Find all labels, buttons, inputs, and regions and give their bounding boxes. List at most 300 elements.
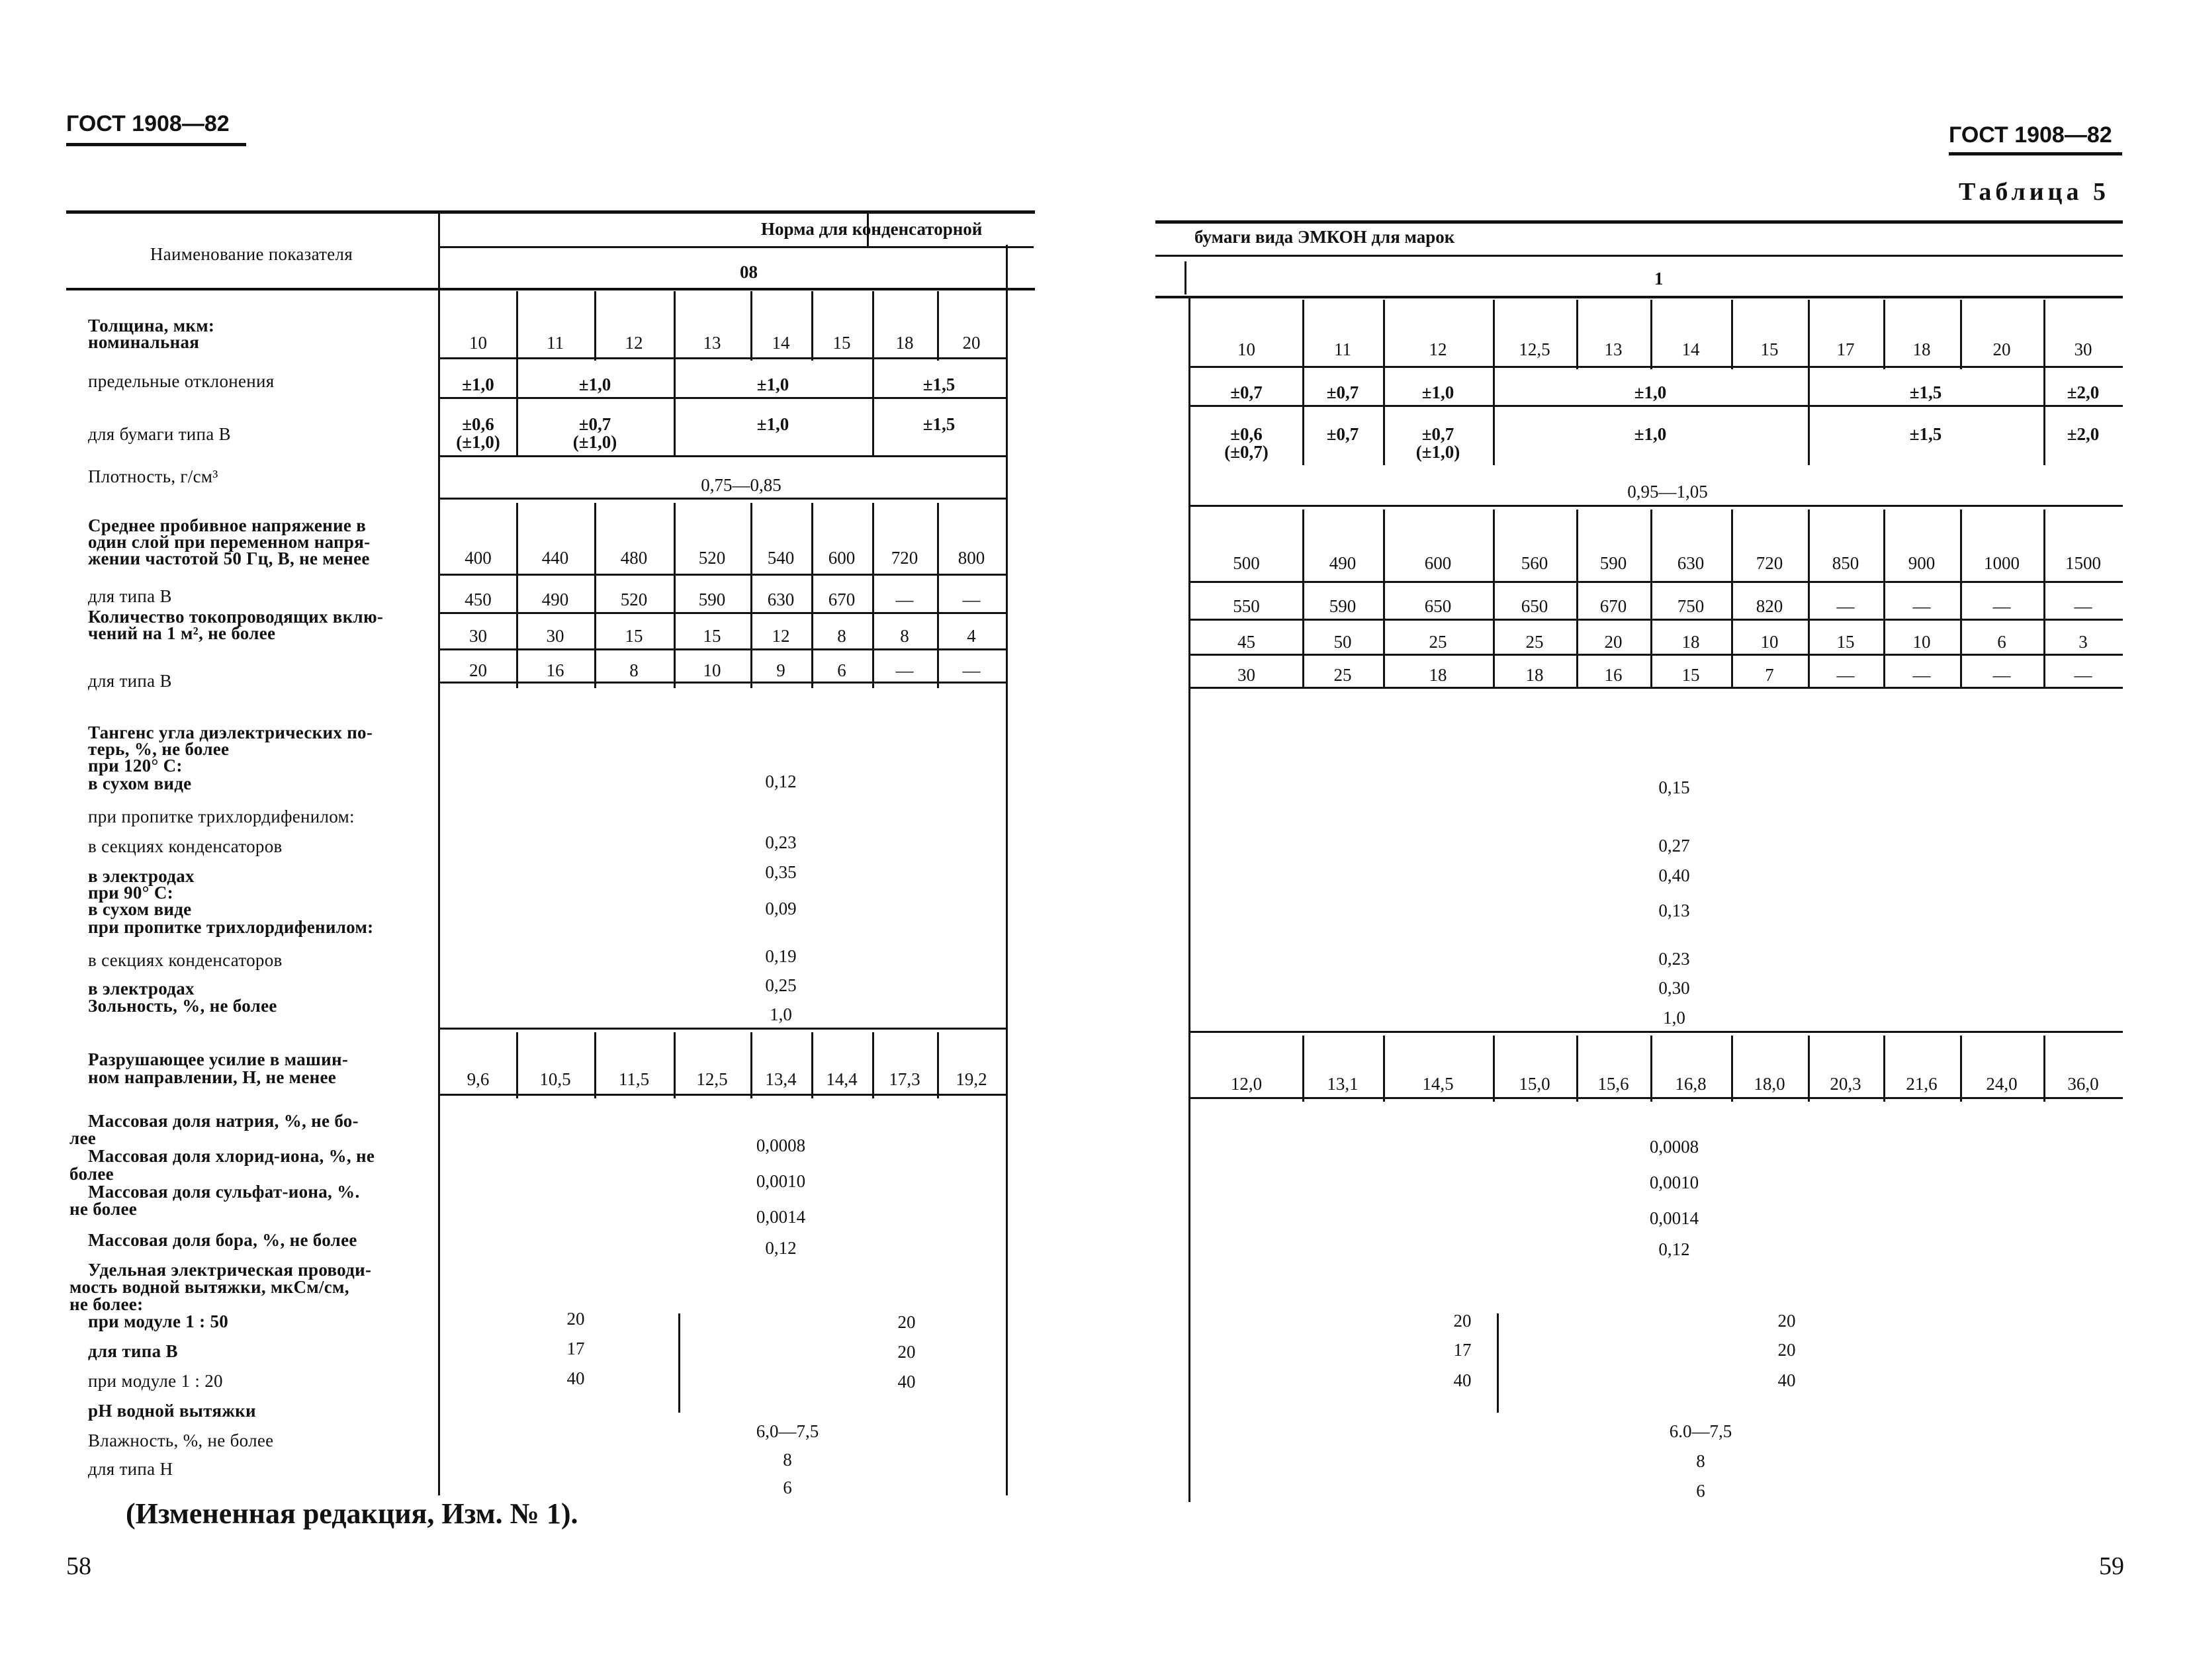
- thickness-cell: 30: [2074, 339, 2092, 359]
- deviation-b-cell: ±0,6: [462, 414, 494, 434]
- breakdown-cell: 400: [465, 548, 492, 568]
- breakdown-b-cell: 550: [1233, 596, 1260, 616]
- right-cond-b-2: 20: [1777, 1340, 1796, 1360]
- inclusions-b-cell: 30: [1237, 665, 1255, 685]
- inclusions-b-cell: 7: [1765, 665, 1774, 685]
- thickness-cell: 13: [1604, 339, 1623, 359]
- label-ash: Зольность, %, не более: [88, 996, 277, 1016]
- inclusions-b-cell: —: [895, 660, 914, 680]
- thickness-col-rule: [1808, 300, 1810, 369]
- deviation-cell: ±0,7: [1230, 382, 1263, 402]
- label-cond-1: Удельная электрическая проводи-: [88, 1260, 372, 1280]
- inclusions-b-rule: [1190, 687, 2123, 689]
- right-density: 0,95—1,05: [1627, 482, 1708, 502]
- deviation-b-cell: ±0,7: [1326, 424, 1359, 444]
- thickness-cell: 14: [1681, 339, 1700, 359]
- right-sulfate: 0,0014: [1649, 1208, 1699, 1228]
- thickness-rule: [440, 357, 1006, 359]
- right-header-underline: [1949, 152, 2122, 155]
- label-tan-7: в электродах: [88, 866, 195, 886]
- breakdown-col-rule: [1493, 509, 1495, 688]
- breakdown-cell: 800: [958, 548, 985, 568]
- thickness-col-rule: [872, 291, 874, 361]
- label-deviation: предельные отклонения: [88, 371, 275, 391]
- force-cell: 11,5: [618, 1069, 650, 1089]
- right-norm-subheader-rule: [1155, 255, 2123, 257]
- header-underline: [66, 143, 246, 146]
- right-cond-a-3: 40: [1453, 1370, 1472, 1390]
- thickness-cell: 12,5: [1519, 339, 1550, 359]
- inclusions-cell: 12: [772, 626, 790, 646]
- deviation-cell: ±1,5: [922, 375, 956, 394]
- left-cond-divider: [678, 1313, 680, 1413]
- force-col-rule: [872, 1032, 874, 1098]
- breakdown-b-cell: 490: [541, 590, 569, 609]
- inclusions-b-cell: 18: [1525, 665, 1544, 685]
- breakdown-cell: 1000: [1984, 553, 2020, 573]
- thickness-col-rule: [1960, 300, 1962, 369]
- label-tan-3: при 120° С:: [88, 756, 183, 775]
- thickness-cell: 13: [703, 333, 721, 353]
- inclusions-cell: 15: [1836, 632, 1855, 652]
- thickness-col-rule: [674, 291, 676, 361]
- right-tan-elec-90: 0,30: [1658, 978, 1690, 998]
- force-col-rule: [937, 1032, 939, 1098]
- inclusions-b-cell: 16: [1604, 665, 1623, 685]
- force-col-rule: [1493, 1036, 1495, 1102]
- force-rule: [440, 1094, 1006, 1096]
- thickness-cell: 11: [1334, 339, 1351, 359]
- breakdown-cell: 600: [1424, 553, 1452, 573]
- label-tan-4: в сухом виде: [88, 774, 192, 793]
- left-page-number: 58: [66, 1552, 91, 1580]
- inclusions-cell: 10: [1760, 632, 1779, 652]
- left-cond-b-2: 20: [897, 1342, 916, 1362]
- left-density: 0,75—0,85: [701, 475, 782, 495]
- right-page-number: 59: [2099, 1552, 2124, 1580]
- inclusions-b-cell: 8: [629, 660, 639, 680]
- label-type-b-2: для типа В: [88, 586, 172, 606]
- breakdown-cell: 720: [1756, 553, 1783, 573]
- label-breakdown-1: Среднее пробивное напряжение в: [88, 515, 367, 535]
- label-tan-1: Тангенс угла диэлектрических по-: [88, 723, 373, 742]
- right-ash: 1,0: [1663, 1008, 1685, 1028]
- breakdown-b-cell: —: [1836, 596, 1855, 616]
- thickness-cell: 15: [832, 333, 851, 353]
- inclusions-cell: 25: [1525, 632, 1544, 652]
- label-cond-6: при модуле 1 : 20: [88, 1371, 223, 1391]
- force-cell: 24,0: [1986, 1074, 2018, 1094]
- deviation-b-cell: ±1,5: [922, 414, 956, 434]
- breakdown-cell: 900: [1908, 553, 1936, 573]
- force-cell: 14,5: [1422, 1074, 1454, 1094]
- right-cond-divider: [1497, 1313, 1499, 1413]
- force-col-rule: [811, 1032, 813, 1098]
- right-ph: 6.0—7,5: [1669, 1421, 1732, 1441]
- thickness-col-rule: [1302, 300, 1304, 369]
- deviation-col-rule: [1493, 366, 1495, 465]
- col-header-norm: Норма для конденсаторной: [761, 219, 983, 239]
- breakdown-col-rule: [674, 503, 676, 688]
- thickness-cell: 11: [547, 333, 564, 353]
- right-tan-dry-90: 0,13: [1658, 901, 1690, 920]
- right-brand-label: 1: [1654, 269, 1664, 288]
- deviation-b-rule: [440, 455, 1006, 457]
- right-tan-sect-90: 0,23: [1658, 949, 1690, 969]
- breakdown-col-rule: [1808, 509, 1810, 688]
- label-inclusions-2: чений на 1 м², не более: [88, 623, 276, 643]
- deviation-b-cell: (±1,0): [572, 432, 617, 452]
- thickness-cell: 12: [625, 333, 643, 353]
- left-cond-a-3: 40: [566, 1368, 585, 1388]
- force-cell: 12,5: [696, 1069, 728, 1089]
- breakdown-b-cell: 820: [1756, 596, 1783, 616]
- force-cell: 21,6: [1906, 1074, 1938, 1094]
- right-sodium: 0,0008: [1649, 1137, 1699, 1157]
- inclusions-cell: 15: [703, 626, 721, 646]
- breakdown-b-cell: 650: [1424, 596, 1452, 616]
- inclusions-cell: 30: [469, 626, 487, 646]
- force-cell: 17,3: [889, 1069, 920, 1089]
- breakdown-cell: 850: [1832, 553, 1859, 573]
- inclusions-b-cell: —: [1836, 665, 1855, 685]
- force-col-rule: [750, 1032, 752, 1098]
- left-boron: 0,12: [765, 1238, 797, 1258]
- force-cell: 10,5: [539, 1069, 571, 1089]
- deviation-b-cell: ±1,0: [1634, 424, 1667, 444]
- deviation-cell: ±1,0: [756, 375, 789, 394]
- deviation-col-rule: [1302, 366, 1304, 465]
- right-table-left-border: [1188, 298, 1190, 1502]
- breakdown-b-rule: [440, 612, 1006, 614]
- force-cell: 20,3: [1830, 1074, 1861, 1094]
- ash-rule: [440, 1028, 1006, 1030]
- right-header-bottom-rule: [1155, 296, 2123, 298]
- force-cell: 19,2: [956, 1069, 987, 1089]
- inclusions-cell: 8: [900, 626, 909, 646]
- inclusions-cell: 50: [1333, 632, 1352, 652]
- inclusions-cell: 45: [1237, 632, 1255, 652]
- force-cell: 13,4: [765, 1069, 797, 1089]
- left-cond-b-3: 40: [897, 1372, 916, 1392]
- breakdown-b-cell: 520: [620, 590, 648, 609]
- label-column-divider: [438, 212, 440, 1495]
- breakdown-b-cell: 590: [1329, 596, 1357, 616]
- table-title: Таблица 5: [1959, 178, 2110, 206]
- label-tan-12: в электродах: [88, 979, 195, 998]
- label-type-b-3: для типа В: [88, 671, 172, 691]
- left-tan-elec-120: 0,35: [765, 862, 797, 882]
- right-page-header: ГОСТ 1908—82: [1949, 122, 2112, 148]
- table-top-rule: [66, 210, 1035, 214]
- right-moisture-n: 6: [1696, 1481, 1705, 1501]
- deviation-b-cell: ±0,7: [1421, 424, 1454, 444]
- thickness-col-rule: [1383, 300, 1385, 369]
- inclusions-cell: 6: [1997, 632, 2006, 652]
- label-cond-3: не более:: [69, 1294, 144, 1314]
- right-cond-a-1: 20: [1453, 1311, 1472, 1331]
- right-ash-rule: [1190, 1031, 2123, 1033]
- breakdown-col-rule: [872, 503, 874, 688]
- breakdown-col-rule: [1302, 509, 1304, 688]
- thickness-col-rule: [1650, 300, 1652, 369]
- deviation-col-rule: [2043, 366, 2045, 465]
- label-tan-2: терь, %, не более: [88, 739, 230, 759]
- breakdown-cell: 630: [1677, 553, 1705, 573]
- label-cond-4: при модуле 1 : 50: [88, 1311, 229, 1331]
- breakdown-col-rule: [516, 503, 518, 688]
- left-tan-elec-90: 0,25: [765, 975, 797, 995]
- left-sodium: 0,0008: [756, 1135, 806, 1155]
- breakdown-col-rule: [1650, 509, 1652, 688]
- inclusions-b-cell: —: [1912, 665, 1931, 685]
- breakdown-b-cell: 650: [1521, 596, 1548, 616]
- right-moisture: 8: [1696, 1451, 1705, 1471]
- label-breakdown-2: один слой при переменном напря-: [88, 532, 371, 552]
- density-rule: [440, 498, 1006, 500]
- inclusions-b-cell: —: [2074, 665, 2092, 685]
- deviation-b-cell: ±1,0: [756, 414, 789, 434]
- label-tan-6: в секциях конденсаторов: [88, 836, 283, 856]
- label-type-n: для типа Н: [88, 1459, 173, 1479]
- inclusions-cell: 4: [967, 626, 976, 646]
- deviation-b-cell: ±2,0: [2067, 424, 2100, 444]
- breakdown-b-cell: —: [962, 590, 981, 609]
- brand-label: 08: [740, 262, 758, 282]
- force-col-rule: [516, 1032, 518, 1098]
- force-cell: 16,8: [1675, 1074, 1707, 1094]
- breakdown-b-cell: 450: [465, 590, 492, 609]
- force-col-rule: [1960, 1036, 1962, 1102]
- breakdown-cell: 500: [1233, 553, 1260, 573]
- label-thickness: Толщина, мкм:: [88, 316, 215, 335]
- left-sulfate: 0,0014: [756, 1207, 806, 1227]
- force-cell: 36,0: [2067, 1074, 2099, 1094]
- right-table-top-rule: [1155, 220, 2123, 224]
- inclusions-b-cell: 15: [1681, 665, 1700, 685]
- force-cell: 15,6: [1597, 1074, 1629, 1094]
- thickness-col-rule: [1883, 300, 1885, 369]
- breakdown-col-rule: [1576, 509, 1578, 688]
- force-col-rule: [674, 1032, 676, 1098]
- right-cond-b-3: 40: [1777, 1370, 1796, 1390]
- right-col-header-norm: бумаги вида ЭМКОН для марок: [1194, 227, 1455, 247]
- force-cell: 13,1: [1327, 1074, 1359, 1094]
- force-col-rule: [1383, 1036, 1385, 1102]
- breakdown-cell: 440: [541, 548, 569, 568]
- breakdown-col-rule: [2043, 509, 2045, 688]
- inclusions-rule: [1190, 654, 2123, 656]
- inclusions-b-cell: 18: [1429, 665, 1447, 685]
- label-breakdown-3: жении частотой 50 Гц, В, не менее: [88, 549, 370, 568]
- breakdown-b-cell: —: [2074, 596, 2092, 616]
- inclusions-cell: 15: [625, 626, 643, 646]
- label-inclusions-1: Количество токопроводящих вклю-: [88, 607, 384, 627]
- force-col-rule: [1650, 1036, 1652, 1102]
- left-tan-sect-120: 0,23: [765, 832, 797, 852]
- inclusions-b-cell: 9: [776, 660, 785, 680]
- thickness-cell: 14: [772, 333, 790, 353]
- deviation-cell: ±1,0: [1634, 382, 1667, 402]
- label-tan-8: при 90° С:: [88, 883, 173, 903]
- deviation-cell: ±1,5: [1909, 382, 1942, 402]
- right-tan-sect-120: 0,27: [1658, 836, 1690, 856]
- inclusions-rule: [440, 648, 1006, 650]
- deviation-b-cell: (±1,0): [456, 432, 500, 452]
- thickness-col-rule: [1576, 300, 1578, 369]
- left-cond-a-2: 17: [566, 1339, 585, 1358]
- breakdown-cell: 600: [828, 548, 856, 568]
- deviation-cell: ±1,0: [462, 375, 494, 394]
- breakdown-cell: 560: [1521, 553, 1548, 573]
- deviation-col-rule: [1808, 366, 1810, 465]
- header-bottom-rule: [66, 288, 1035, 290]
- force-cell: 12,0: [1230, 1074, 1263, 1094]
- breakdown-col-rule: [1883, 509, 1885, 688]
- inclusions-cell: 20: [1604, 632, 1623, 652]
- right-cond-a-2: 17: [1453, 1340, 1472, 1360]
- col-header-name: Наименование показателя: [150, 244, 353, 264]
- deviation-cell: ±0,7: [1326, 382, 1359, 402]
- thickness-col-rule: [2043, 300, 2045, 369]
- thickness-cell: 17: [1836, 339, 1855, 359]
- thickness-col-rule: [594, 291, 596, 361]
- label-tan-9: в сухом виде: [88, 899, 192, 919]
- right-boron: 0,12: [1658, 1239, 1690, 1259]
- thickness-cell: 12: [1429, 339, 1447, 359]
- breakdown-b-cell: 750: [1677, 596, 1705, 616]
- breakdown-b-cell: —: [1992, 596, 2011, 616]
- deviation-b-cell: (±1,0): [1415, 442, 1460, 462]
- deviation-b-cell: ±0,7: [578, 414, 611, 434]
- breakdown-cell: 1500: [2065, 553, 2101, 573]
- breakdown-cell: 480: [620, 548, 648, 568]
- label-cond-2: мость водной вытяжки, мкСм/см,: [69, 1277, 349, 1297]
- label-sodium-2: лее: [69, 1128, 97, 1148]
- deviation-col-rule: [516, 357, 518, 457]
- breakdown-cell: 490: [1329, 553, 1357, 573]
- right-cond-b-1: 20: [1777, 1311, 1796, 1331]
- inclusions-b-cell: —: [962, 660, 981, 680]
- left-ph: 6,0—7,5: [756, 1421, 819, 1441]
- breakdown-b-cell: 590: [698, 590, 726, 609]
- force-cell: 15,0: [1519, 1074, 1550, 1094]
- breakdown-b-rule: [1190, 619, 2123, 621]
- inclusions-cell: 8: [837, 626, 846, 646]
- breakdown-cell: 590: [1599, 553, 1627, 573]
- breakdown-cell: 520: [698, 548, 726, 568]
- inclusions-b-cell: 10: [703, 660, 721, 680]
- label-sulfate-1: Массовая доля сульфат-иона, %.: [88, 1182, 360, 1202]
- right-brand-tick: [1184, 261, 1186, 294]
- left-moisture-n: 6: [783, 1478, 792, 1497]
- label-tan-11: в секциях конденсаторов: [88, 950, 283, 970]
- breakdown-col-rule: [1731, 509, 1733, 688]
- deviation-col-rule: [872, 357, 874, 457]
- force-cell: 18,0: [1754, 1074, 1785, 1094]
- label-chloride-2: более: [69, 1164, 114, 1184]
- deviation-b-cell: ±0,6: [1230, 424, 1263, 444]
- left-page-header: ГОСТ 1908—82: [66, 111, 230, 136]
- inclusions-cell: 30: [546, 626, 564, 646]
- inclusions-cell: 18: [1681, 632, 1700, 652]
- label-cond-5: для типа В: [88, 1341, 178, 1361]
- deviation-b-cell: ±1,5: [1909, 424, 1942, 444]
- right-tan-elec-120: 0,40: [1658, 865, 1690, 885]
- left-ash: 1,0: [770, 1004, 792, 1024]
- inclusions-b-cell: 16: [546, 660, 564, 680]
- thickness-cell: 20: [962, 333, 981, 353]
- label-moisture: Влажность, %, не более: [88, 1431, 274, 1450]
- inclusions-cell: 25: [1429, 632, 1447, 652]
- breakdown-b-cell: 630: [767, 590, 795, 609]
- left-table-right-border: [1006, 245, 1008, 1495]
- deviation-cell: ±2,0: [2067, 382, 2100, 402]
- breakdown-b-cell: —: [1912, 596, 1931, 616]
- deviation-cell: ±1,0: [578, 375, 611, 394]
- breakdown-col-rule: [937, 503, 939, 688]
- breakdown-cell: 720: [891, 548, 918, 568]
- inclusions-b-cell: —: [1992, 665, 2011, 685]
- thickness-cell: 20: [1992, 339, 2011, 359]
- label-sulfate-2: не более: [69, 1199, 138, 1219]
- force-col-rule: [1302, 1036, 1304, 1102]
- breakdown-cell: 540: [767, 548, 795, 568]
- label-tan-10: при пропитке трихлордифенилом:: [88, 917, 374, 937]
- left-moisture: 8: [783, 1450, 792, 1470]
- thickness-cell: 18: [895, 333, 914, 353]
- label-chloride-1: Массовая доля хлорид-иона, %, не: [88, 1146, 375, 1166]
- breakdown-col-rule: [594, 503, 596, 688]
- force-col-rule: [2043, 1036, 2045, 1102]
- left-cond-a-1: 20: [566, 1309, 585, 1329]
- right-tan-dry-120: 0,15: [1658, 777, 1690, 797]
- thickness-cell: 10: [469, 333, 487, 353]
- force-cell: 9,6: [467, 1069, 490, 1089]
- label-boron: Массовая доля бора, %, не более: [88, 1230, 357, 1250]
- thickness-cell: 18: [1912, 339, 1931, 359]
- deviation-col-rule: [674, 357, 676, 457]
- force-col-rule: [594, 1032, 596, 1098]
- breakdown-b-cell: —: [895, 590, 914, 609]
- label-type-b: для бумаги типа В: [88, 424, 231, 444]
- deviation-col-rule: [1383, 366, 1385, 465]
- left-tan-sect-90: 0,19: [765, 946, 797, 966]
- label-tan-5: при пропитке трихлордифенилом:: [88, 807, 355, 826]
- inclusions-b-cell: 6: [837, 660, 846, 680]
- label-density: Плотность, г/см³: [88, 466, 218, 486]
- thickness-col-rule: [1731, 300, 1733, 369]
- label-force-2: ном направлении, Н, не менее: [88, 1067, 337, 1087]
- left-chloride: 0,0010: [756, 1171, 806, 1191]
- thickness-col-rule: [1493, 300, 1495, 369]
- footer-note: (Измененная редакция, Изм. № 1).: [126, 1497, 578, 1530]
- deviation-rule: [1190, 405, 2123, 407]
- thickness-col-rule: [937, 291, 939, 361]
- left-tan-dry-90: 0,09: [765, 899, 797, 918]
- right-density-rule: [1190, 505, 2123, 507]
- inclusions-cell: 3: [2078, 632, 2088, 652]
- deviation-cell: ±1,0: [1421, 382, 1454, 402]
- thickness-cell: 10: [1237, 339, 1255, 359]
- right-chloride: 0,0010: [1649, 1172, 1699, 1192]
- deviation-b-cell: (±0,7): [1224, 442, 1269, 462]
- breakdown-rule: [1190, 581, 2123, 583]
- force-rule: [1190, 1097, 2123, 1099]
- thickness-cell: 15: [1760, 339, 1779, 359]
- label-nominal: номинальная: [88, 332, 200, 352]
- deviation-rule: [440, 397, 1006, 399]
